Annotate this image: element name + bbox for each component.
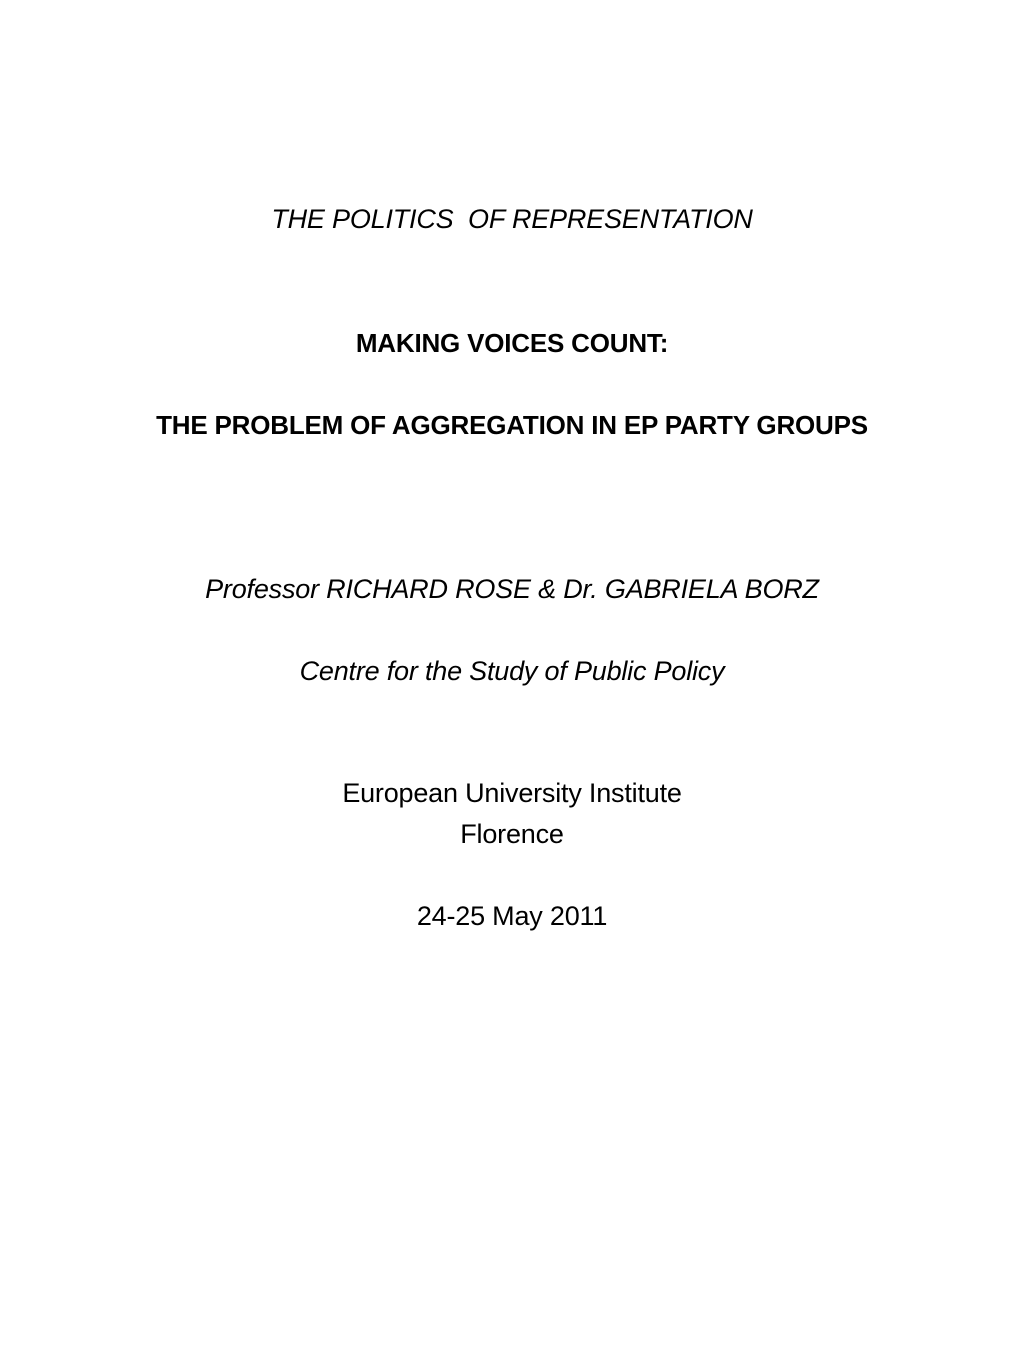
title-line-1: MAKING VOICES COUNT: [355,328,669,358]
title-line-2: THE PROBLEM OF AGGREGATION IN EP PARTY GROUPS [156,410,868,440]
date: 24-25 May 2011 [416,901,608,931]
city: Florence [460,819,564,849]
series-title: THE POLITICS OF REPRESENTATION [271,204,753,234]
affiliation: Centre for the Study of Public Policy [299,656,725,686]
authors: Professor RICHARD ROSE & Dr. GABRIELA BORZ [205,574,819,604]
institution: European University Institute [342,778,682,808]
